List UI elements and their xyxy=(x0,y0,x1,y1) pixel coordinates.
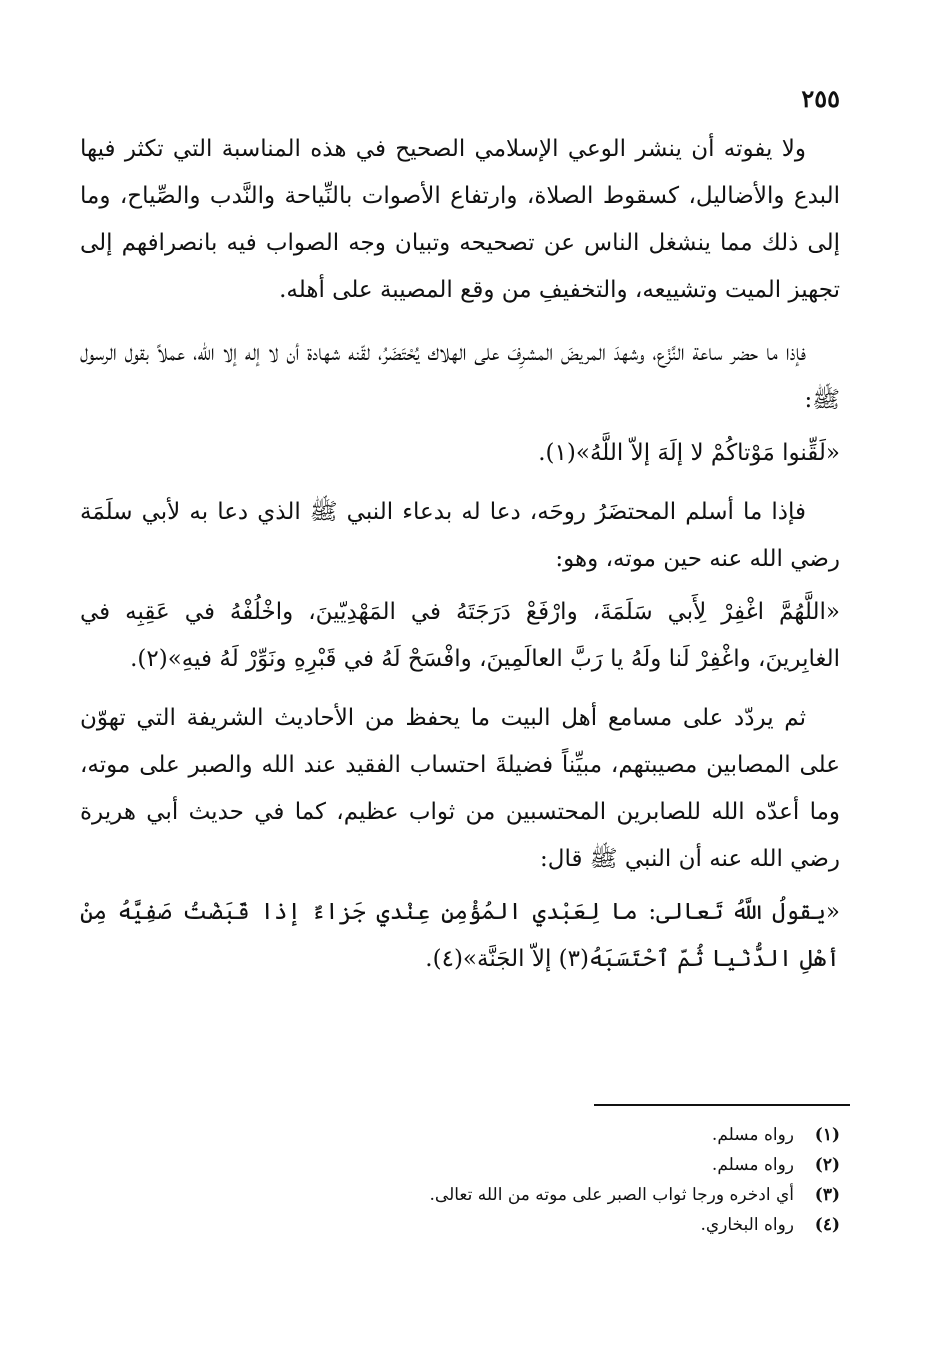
footnote-text: أي ادخره ورجا ثواب الصبر على موته من الله تعالى. xyxy=(429,1185,794,1205)
footnote-item xyxy=(140,1120,840,1150)
paragraph-consolation: ثم يردّد على مسامع أهل البيت ما يحفظ من الأحاديث الشريفة التي تهوّن على المصابين مصيبتهم، مبيِّناً فضيلةَ احتساب الفقيد عند الله والصبر على موته، وما أعدّه الله للصابرين المحتسبين من ثواب عظيم، كما في حديث أبي هريرة رضي الله عنه أن النبي ﷺ قال: xyxy=(80,705,840,872)
paragraph-intro: ولا يفوته أن ينشر الوعي الإسلامي الصحيح في هذه المناسبة التي تكثر فيها البدع والأضاليل، كسقوط الصلاة، وارتفاع الأصوات بالنِّياحة والنَّدب والصِّياح، وما إلى ذلك مما ينشغل الناس عن تصحيحه وتبيان وجه الصواب فيه بانصرافهم إلى تجهيز الميت وتشييعه، والتخفيفِ من وقع المصيبة على أهله. xyxy=(80,136,840,303)
footnote-text: رواه البخاري. xyxy=(700,1215,794,1235)
paragraph-dying: فإذا ما حضر ساعة النَّزْع، وشهدَ المريضَ المشرِفَ على الهلاك يُحْتَضَرُ، لقّنه شهادة أن لا إله إلا الله، عملاً بقول الرسول ﷺ: xyxy=(80,340,840,413)
footnote-item xyxy=(140,1150,840,1180)
footnote-number: (٣) xyxy=(814,1185,840,1205)
page-body xyxy=(80,126,840,995)
footnote-divider xyxy=(594,1104,850,1106)
paragraph-death: فإذا ما أسلم المحتضَرُ روحَه، دعا له بدعاء النبي ﷺ الذي دعا به لأبي سلَمَة رضي الله عنه حين موته، وهو: xyxy=(80,499,840,572)
footnotes-list xyxy=(140,1120,840,1240)
footnote-number: (٤) xyxy=(814,1215,840,1235)
footnote-item xyxy=(140,1180,840,1210)
footnote-text: رواه مسلم. xyxy=(711,1125,794,1145)
footnote-item xyxy=(140,1210,840,1240)
hadith-quote-talqin: «لَقِّنوا مَوْتاكُمْ لا إلَهَ إلاّ اللَّهُ»(١). xyxy=(538,440,840,466)
footnote-text: رواه مسلم. xyxy=(711,1155,794,1175)
footnote-number: (١) xyxy=(814,1125,840,1145)
page-number: ٢٥٥ xyxy=(801,84,840,113)
footnote-number: (٢) xyxy=(814,1155,840,1175)
hadith-quote-dua: «اللَّهُمَّ اغْفِرْ لِأَبي سَلَمَةَ، وارْفَعْ دَرَجَتَهُ في المَهْدِيّينَ، واخْلُفْهُ في عَقِبِه في الغابِرينَ، واغْفِرْ لَنا ولَهُ يا رَبَّ العالَمِينَ، وافْسَحْ لَهُ في قَبْرِهِ ونَوِّرْ لَهُ فيهِ»(٢). xyxy=(80,599,840,672)
hadith-quote-reward: «يقولُ اللَّهُ تَعالى: ما لِعَبْدي المُؤْمِنِ عِنْدي جَزاءٌ إذا قَبَضْتُ صَفِيَّهُ مِنْ أهْلِ الدُّنْيا ثُمّ ٱحْتَسَبَهُ(٣) إلاّ الجَنَّة»(٤). xyxy=(80,899,840,972)
